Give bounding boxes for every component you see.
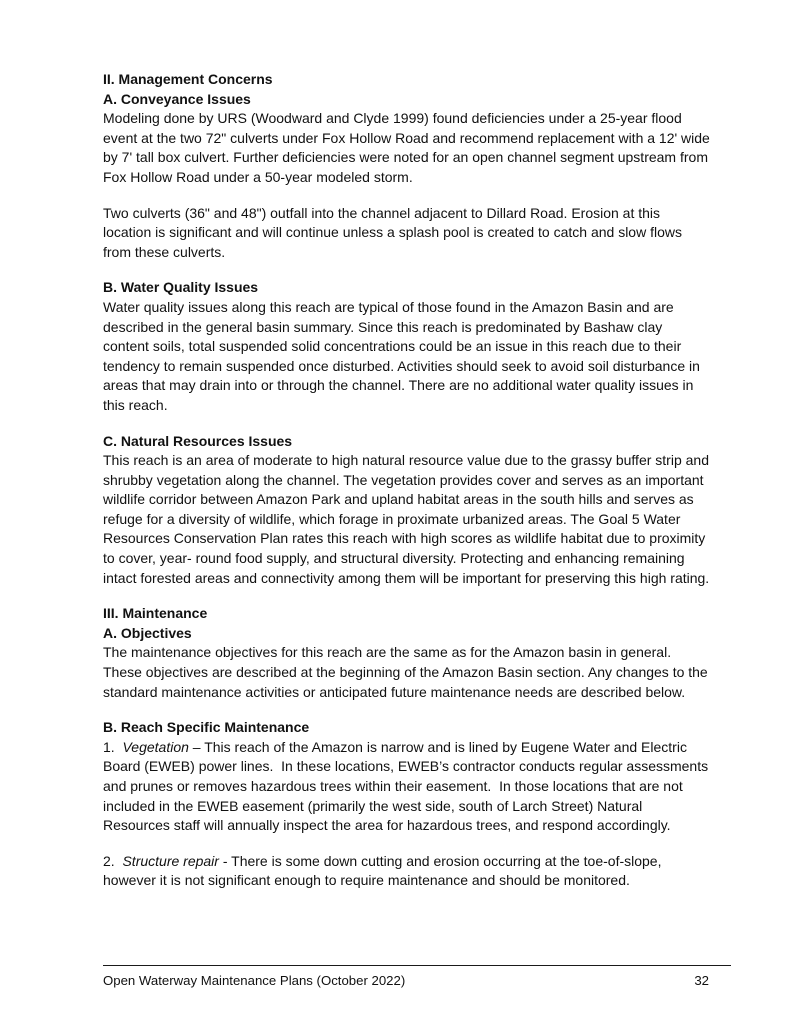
paragraph <box>103 451 711 588</box>
footer-divider <box>103 965 731 966</box>
text-run: Modeling done by URS (Woodward and Clyde 1999) found deficiencies under a 25-year flood event at the two 72" culverts under Fox Hollow Road and recommend replacement with a 12' wide by 7' tall box culvert. Further deficiencies were noted for an open channel segment upstream from Fox Hollow Road under a 50-year modeled storm. <box>103 110 714 185</box>
text-run: The maintenance objectives for this reach are the same as for the Amazon basin in general. These objectives are described at the beginning of the Amazon Basin section. Any changes to the standard maintenance activities or anticipated future maintenance needs are described below. <box>103 644 712 700</box>
blank-line <box>103 188 711 204</box>
blank-line <box>103 702 711 718</box>
text-run: - There is some down cutting and erosion occurring at the toe-of-slope, however it is not significant enough to require maintenance and should be monitored. <box>103 852 666 889</box>
blank-line <box>103 262 711 278</box>
page-number: 32 <box>694 973 709 988</box>
text-run: 2. <box>103 852 123 869</box>
blank-line <box>103 588 711 604</box>
section-heading: A. Conveyance Issues <box>103 90 251 107</box>
section-heading: B. Reach Specific Maintenance <box>103 719 310 736</box>
paragraph <box>103 298 711 416</box>
italic-text-run: Vegetation <box>122 738 189 755</box>
paragraph <box>103 204 711 263</box>
section-heading: III. Maintenance <box>103 605 208 622</box>
page-footer <box>103 972 731 990</box>
blank-line <box>103 416 711 432</box>
paragraph <box>103 738 711 836</box>
paragraph <box>103 109 714 187</box>
section-heading: B. Water Quality Issues <box>103 279 259 296</box>
text-run: Two culverts (36" and 48") outfall into the channel adjacent to Dillard Road. Erosion at this location is significant and will continue unless a splash pool is created to catch and slow flows from these culverts. <box>103 204 686 260</box>
section-heading: II. Management Concerns <box>103 71 273 87</box>
text-run: 1. <box>103 738 123 755</box>
text-run: – This reach of the Amazon is narrow and is lined by Eugene Water and Electric Board (EWEB) power lines. In these locations, EWEB’s contractor conducts regular assessments and prunes or removes hazardous trees within their easement. In those locations that are not included in the EWEB easement (primarily the west side, south of Larch Street) Natural Resources staff will annually inspect the area for hazardous trees, and respond accordingly. <box>103 738 713 834</box>
document-body <box>103 70 714 891</box>
section-heading: A. Objectives <box>103 624 192 641</box>
blank-line <box>103 836 711 852</box>
section-heading: C. Natural Resources Issues <box>103 432 293 449</box>
text-run: Water quality issues along this reach are typical of those found in the Amazon Basin and are described in the general basin summary. Since this reach is predominated by Bashaw clay content soils, total suspended solid concentrations could be an issue in this reach due to their tendency to remain suspended once disturbed. Activities should seek to avoid soil disturbance in areas that may drain into or through the channel. There are no additional water quality issues in this reach. <box>103 298 704 413</box>
text-run: This reach is an area of moderate to high natural resource value due to the grassy buffer strip and shrubby vegetation along the channel. The vegetation provides cover and serves as an important wildlife corridor between Amazon Park and upland habitat areas in the south hills and serves as refuge for a diversity of wildlife, which forage in proximate urbanized areas. The Goal 5 Water Resources Conservation Plan rates this reach with high scores as wildlife habitat due to proximity to cover, year- round food supply, and structural diversity. Protecting and enhancing remaining intact forested areas and connectivity among them will be important for preserving this high rating. <box>103 452 713 586</box>
paragraph <box>103 852 711 891</box>
paragraph <box>103 643 711 702</box>
footer-text: Open Waterway Maintenance Plans (October 2022) <box>103 973 406 988</box>
italic-text-run: Structure repair <box>122 852 219 869</box>
